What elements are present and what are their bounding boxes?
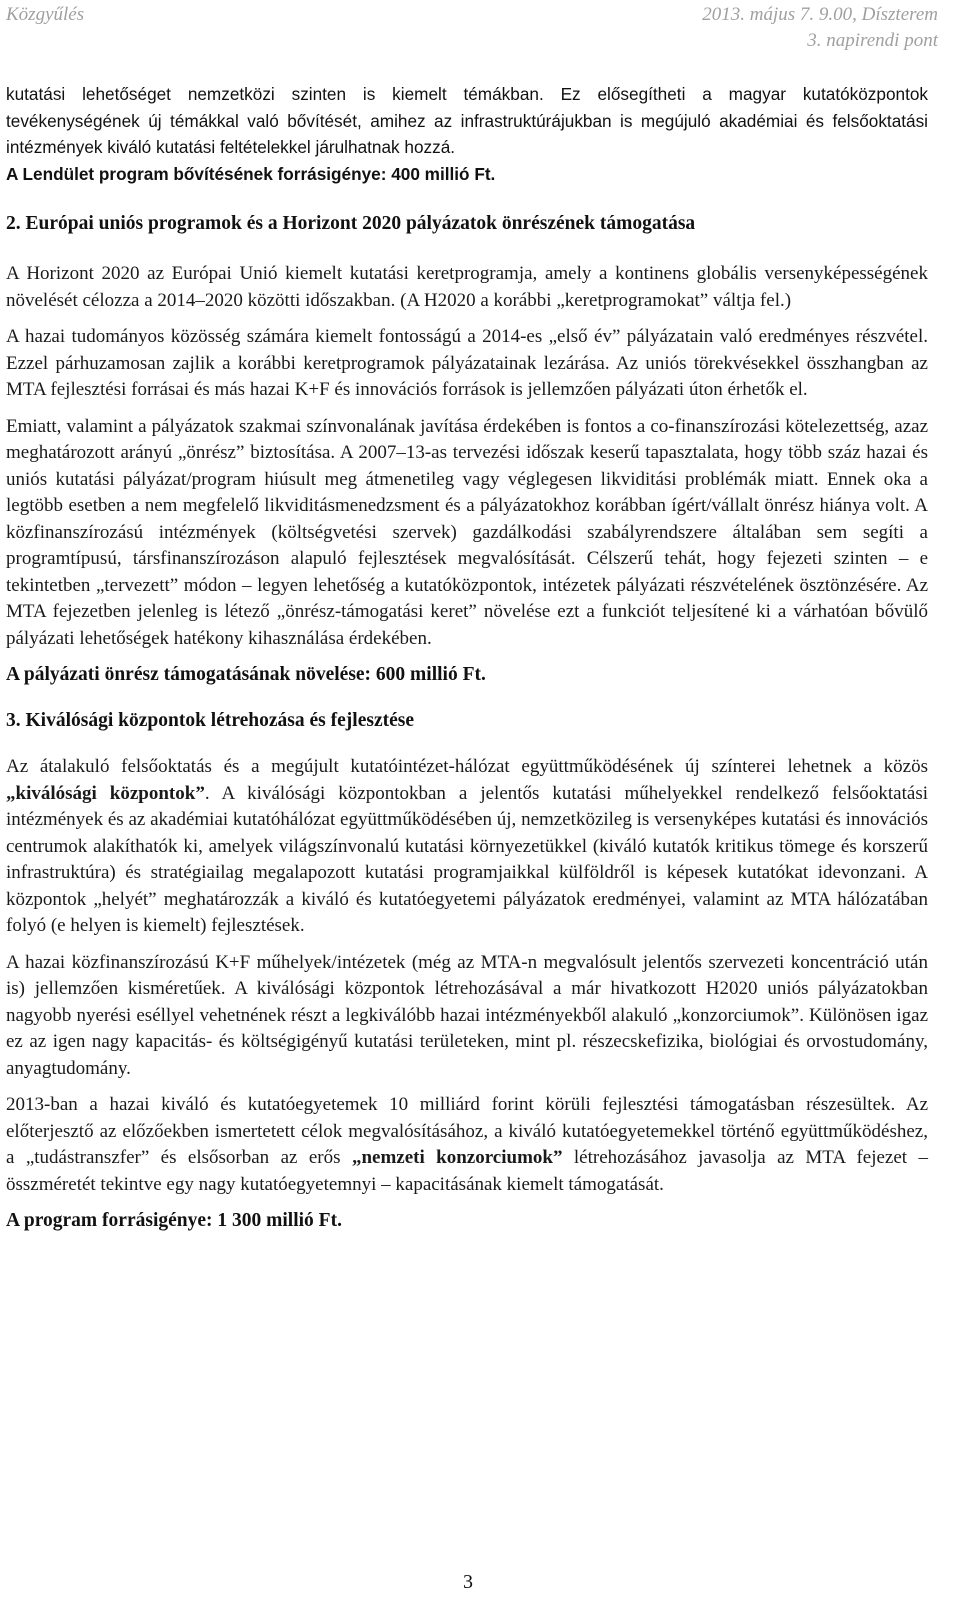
document-body <box>6 81 928 1234</box>
header-agenda-item: 3. napirendi pont <box>807 30 938 51</box>
header-left: Közgyűlés <box>6 4 85 25</box>
section-3-paragraph-3: 2013-ban a hazai kiváló és kutatóegyetemek 10 milliárd forint körüli fejlesztési támogatásban részesültek. Az előterjesztő az előzőekben ismertetett célok megvalósításához, a kiváló kutatóegyetemekkel történő együttműködéshez, a „tudástranszfer” és elsősorban az erős „nemzeti konzorciumok” létrehozásához javasolja az MTA fejezet – összméretét tekintve egy nagy kutatóegyetemnyi – kapacitásának kiemelt támogatását. <box>6 1094 928 1195</box>
intro-funding-line: A Lendület program bővítésének forrásigénye: 400 millió Ft. <box>6 163 496 184</box>
section-3-paragraph-1: Az átalakuló felsőoktatás és a megújult kutatóintézet-hálózat együttműködésének új színterei lehetnek a közös „kiválósági központok”. A kiválósági központokban a jelentős kutatási műhelyekkel rendelkező felsőoktatási intézmények és az akadémiai kutatóhálózat együttműködésében új, nemzetközileg is versenyképes kutatási és innovációs centrumok alakíthatók ki, amelyek világszínvonalú kutatási környezetükkel (kiváló kutatók kritikus tömege és korszerű infrastruktúra) és stratégiailag megalapozott kutatási programjaikkal külföldről is képesek kutatókat idevonzani. A központok „helyét” meghatározzák a kiváló és kutatóegyetemi pályázatok eredményei, valamint az MTA hálózatában folyó (e helyen is kiemelt) fejlesztések. <box>6 756 929 936</box>
section-3-paragraph-2: A hazai közfinanszírozású K+F műhelyek/intézetek (még az MTA-n megvalósult jelentős szervezeti koncentráció után is) jellemzően kisméretűek. A kiválósági központok létrehozásával a már hivatkozott H2020 uniós pályázatokban nagyobb nyerési eséllyel vehetnének részt a legkiválóbb hazai intézményekből alakuló „konzorciumok”. Különösen igaz ez az igen nagy kapacitás- és költségigényű kutatási területeken, mint pl. részecskefizika, biológiai és orvostudomány, anyagtudomány. <box>6 951 928 1079</box>
page-number: 3 <box>463 1571 473 1593</box>
header-date-location: 2013. május 7. 9.00, Díszterem <box>702 4 938 25</box>
section-2-paragraph-1: A Horizont 2020 az Európai Unió kiemelt kutatási keretprogramja, amely a kontinens globális versenyképességének növelését célozza a 2014–2020 közötti időszakban. (A H2020 a korábbi „keretprogramokat” váltja fel.) <box>6 263 928 311</box>
section-2-title: 2. Európai uniós programok és a Horizont 2020 pályázatok önrészének támogatása <box>6 213 696 234</box>
intro-paragraph: kutatási lehetőséget nemzetközi szinten is kiemelt témákban. Ez elősegítheti a magyar kutatóközpontok tevékenységének új témákkal való bővítését, amihez az infrastruktúrájukban is megújuló akadémiai és felsőoktatási intézmények kiváló kutatási feltételekkel járulhatnak hozzá. <box>6 84 928 157</box>
header-right <box>702 2 938 54</box>
section-3-funding-line: A program forrásigénye: 1 300 millió Ft. <box>6 1210 342 1231</box>
emphasis-national-consortia: „nemzeti konzorciumok” <box>351 1147 563 1168</box>
section-2-paragraph-2: A hazai tudományos közösség számára kiemelt fontosságú a 2014-es „első év” pályázatain való eredményes részvétel. Ezzel párhuzamosan zajlik a korábbi keretprogramok pályázatainak lezárása. Az uniós törekvésekkel összhangban az MTA fejlesztési forrásai és más hazai K+F és innovációs források is jellemzően pályázati úton érhetők el. <box>6 326 928 400</box>
emphasis-excellence-centers: „kiválósági központok” <box>6 782 205 804</box>
section-2-funding-line: A pályázati önrész támogatásának növelése: 600 millió Ft. <box>6 664 486 685</box>
section-2-paragraph-3: Emiatt, valamint a pályázatok szakmai színvonalának javítása érdekében is fontos a co-finanszírozási kötelezettség, azaz meghatározott arányú „önrész” biztosítása. A 2007–13-as tervezési időszak keserű tapasztalata, hogy több száz hazai és uniós kutatási pályázat/program hiúsult meg átmenetileg vagy véglegesen likviditási problémák miatt. Ennek oka a legtöbb esetben a nem megfelelő likviditásmenedzsment és a pályázatokhoz korábban ígért/vállalt önrész hiánya volt. A közfinanszírozású intézmények (költségvetési szervek) gazdálkodási szabályrendszere általában sem segíti a programtípusú, társfinanszírozáson alapuló fejlesztések megvalósítását. Célszerű tehát, hogy fejezeti szinten – e tekintetben „tervezett” módon – legyen lehetőség a kutatóközpontok, intézetek pályázati részvételének ösztönzésére. Az MTA fejezetben jelenleg is létező „önrész-támogatási keret” növelése ezt a funkciót teljesítené ki a várhatóan bővülő pályázati lehetőségek hatékony kihasználása érdekében. <box>6 415 928 649</box>
section-3-title: 3. Kiválósági központok létrehozása és fejlesztése <box>6 710 414 731</box>
